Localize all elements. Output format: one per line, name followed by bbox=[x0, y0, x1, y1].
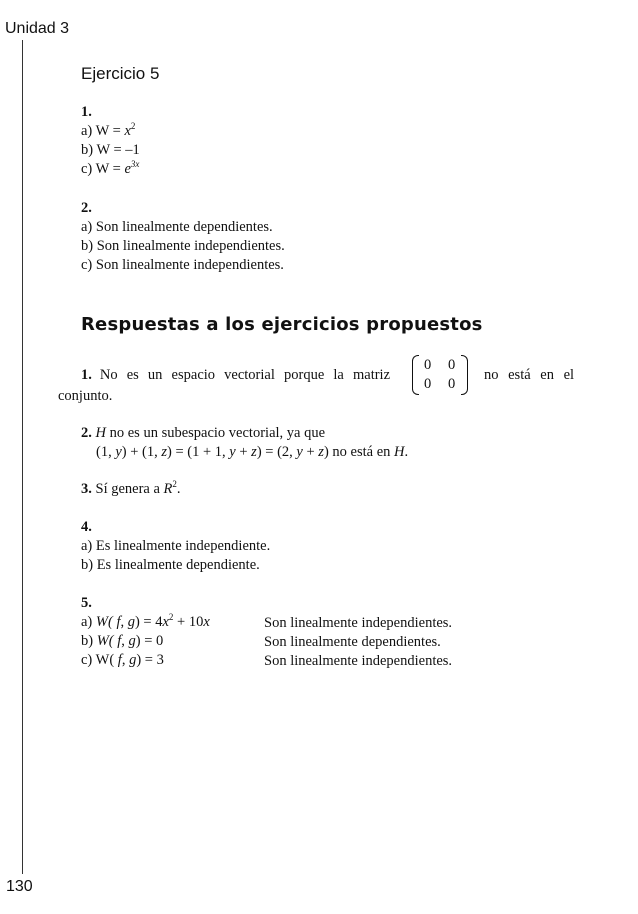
q1-a: a) $W = x^2$ bbox=[81, 121, 136, 139]
r5-c-result: Son linealmente independientes. bbox=[264, 653, 453, 669]
r5-b-result: Son linealmente dependientes. bbox=[264, 634, 441, 650]
matrix-cell: 0 bbox=[448, 376, 456, 392]
page-number: 130 bbox=[6, 878, 33, 895]
q2-a: a) Son linealmente dependientes. bbox=[81, 219, 273, 235]
q2-number: 2. bbox=[81, 200, 92, 216]
matrix-left-bracket bbox=[412, 355, 419, 395]
q1-c: c) $W = e^{3x}$ bbox=[81, 159, 140, 177]
r5-b: b) W( f, g) = 0 bbox=[81, 633, 164, 649]
q1-b: b) W = –1 bbox=[81, 142, 140, 158]
matrix-cell: 0 bbox=[424, 376, 432, 392]
r1-number: 1. bbox=[81, 367, 92, 383]
r1-text: No es un espacio vectorial porque la matriz bbox=[99, 367, 391, 383]
ejercicio-5-title: Ejercicio 5 bbox=[81, 64, 160, 83]
unit-header: Unidad 3 bbox=[5, 20, 70, 37]
r2-equation: (1, y) + (1, z) = (1 + 1, y + z) = (2, y + z) no está en H. bbox=[96, 444, 409, 460]
r1-text-after: no está en el bbox=[484, 367, 575, 383]
matrix-cell: 0 bbox=[424, 357, 432, 373]
matrix-right-bracket bbox=[461, 355, 468, 395]
r2-line: 2. H no es un subespacio vectorial, ya que bbox=[81, 425, 326, 441]
r5-a-result: Son linealmente independientes. bbox=[264, 615, 453, 631]
matrix-cell: 0 bbox=[448, 357, 456, 373]
r5-c: c) W( f, g) = 3 bbox=[81, 652, 164, 668]
q1-number: 1. bbox=[81, 104, 92, 120]
q2-c: c) Son linealmente independientes. bbox=[81, 257, 284, 273]
margin-rule bbox=[22, 40, 23, 874]
respuestas-title: Respuestas a los ejercicios propuestos bbox=[81, 314, 483, 335]
r5-number: 5. bbox=[81, 595, 92, 611]
q2-b: b) Son linealmente independientes. bbox=[81, 238, 285, 254]
r4-b: b) Es linealmente dependiente. bbox=[81, 557, 260, 573]
r5-a: a) W( f, $g) = 4x^2 + 10x$ bbox=[81, 612, 210, 630]
r3-line: 3. Sí genera a $R^2$. bbox=[81, 479, 181, 497]
r1-continuation: conjunto. bbox=[58, 388, 113, 404]
r4-number: 4. bbox=[81, 519, 92, 535]
r4-a: a) Es linealmente independiente. bbox=[81, 538, 271, 554]
zero-matrix bbox=[412, 355, 468, 395]
